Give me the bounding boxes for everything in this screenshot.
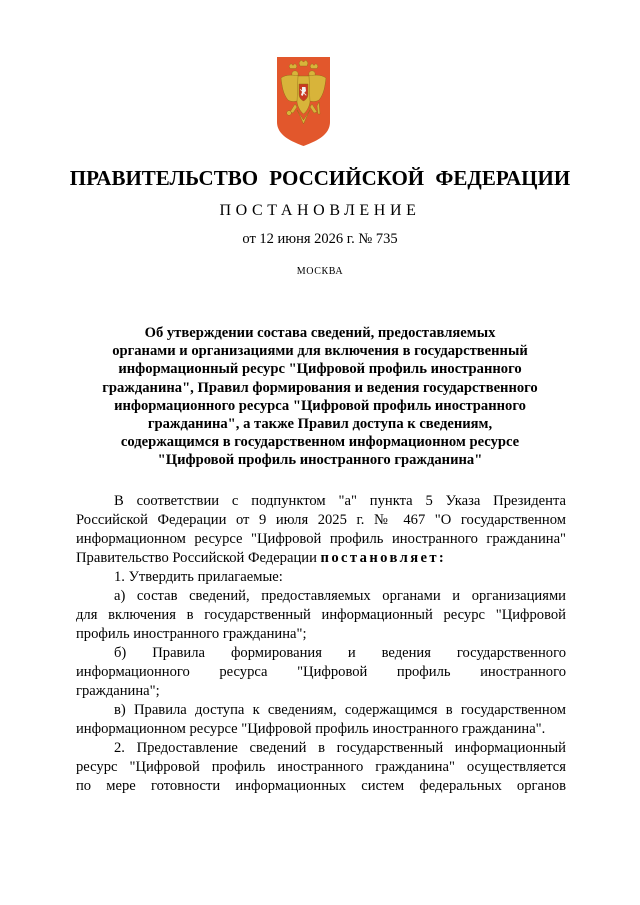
- government-title: ПРАВИТЕЛЬСТВО РОССИЙСКОЙ ФЕДЕРАЦИИ: [69, 166, 571, 190]
- preamble-last-line: [76, 549, 566, 568]
- heading-line: информационный ресурс "Цифровой профиль иностранного: [118, 361, 522, 378]
- item-1: 1. Утвердить прилагаемые:: [114, 569, 283, 585]
- item-1b-line: б) Правила формирования и ведения государственного: [114, 645, 566, 661]
- item-1b-line: информационного ресурса "Цифровой профиль иностранного: [76, 664, 566, 680]
- item-1a-line: для включения в государственный информационный ресурс "Цифровой: [76, 607, 566, 623]
- preamble-line: Российской Федерации от 9 июля 2025 г. № 467 "О государственном: [76, 512, 566, 528]
- heading-line: органами и организациями для включения в государственный: [112, 343, 528, 360]
- heading-line: Об утверждении состава сведений, предоставляемых: [144, 325, 496, 341]
- heading-line: информационного ресурса "Цифровой профиль иностранного: [114, 397, 526, 414]
- preamble-government: Правительство Российской Федерации: [76, 550, 321, 566]
- item-1c-last-line: информационном ресурсе "Цифровой профиль иностранного гражданина".: [76, 721, 546, 737]
- item-1a-last-line: профиль иностранного гражданина";: [76, 626, 307, 642]
- item-2-line: ресурс "Цифровой профиль иностранного гражданина" осуществляется: [76, 759, 566, 775]
- item-2-line: по мере готовности информационных систем федеральных органов: [76, 778, 566, 794]
- heading-line: гражданина", Правил формирования и ведения государственного: [102, 379, 538, 396]
- item-1c-line: в) Правила доступа к сведениям, содержащимся в государственном: [114, 702, 566, 718]
- resolves-word: постановляет:: [320, 550, 447, 566]
- coat-of-arms-of-russia-icon: [276, 56, 331, 146]
- document-type: ПОСТАНОВЛЕНИЕ: [219, 202, 421, 219]
- heading-line: гражданина", а также Правил доступа к сведениям,: [147, 416, 493, 433]
- item-1b-last-line: гражданина";: [76, 683, 160, 699]
- document-heading: [60, 324, 580, 470]
- preamble-line: информационном ресурсе "Цифровой профиль иностранного гражданина": [76, 531, 566, 547]
- heading-line: "Цифровой профиль иностранного гражданина": [157, 452, 483, 469]
- document-date-number: от 12 июня 2026 г. № 735: [242, 231, 398, 247]
- item-1a-line: а) состав сведений, предоставляемых органами и организациями: [114, 588, 566, 604]
- item-2-line: 2. Предоставление сведений в государственный информационный: [114, 740, 566, 756]
- preamble-line: В соответствии с подпунктом "а" пункта 5 Указа Президента: [114, 493, 566, 509]
- document-place: МОСКВА: [296, 266, 344, 277]
- heading-line: содержащимся в государственном информационном ресурсе: [120, 434, 520, 451]
- document-body: [76, 492, 566, 796]
